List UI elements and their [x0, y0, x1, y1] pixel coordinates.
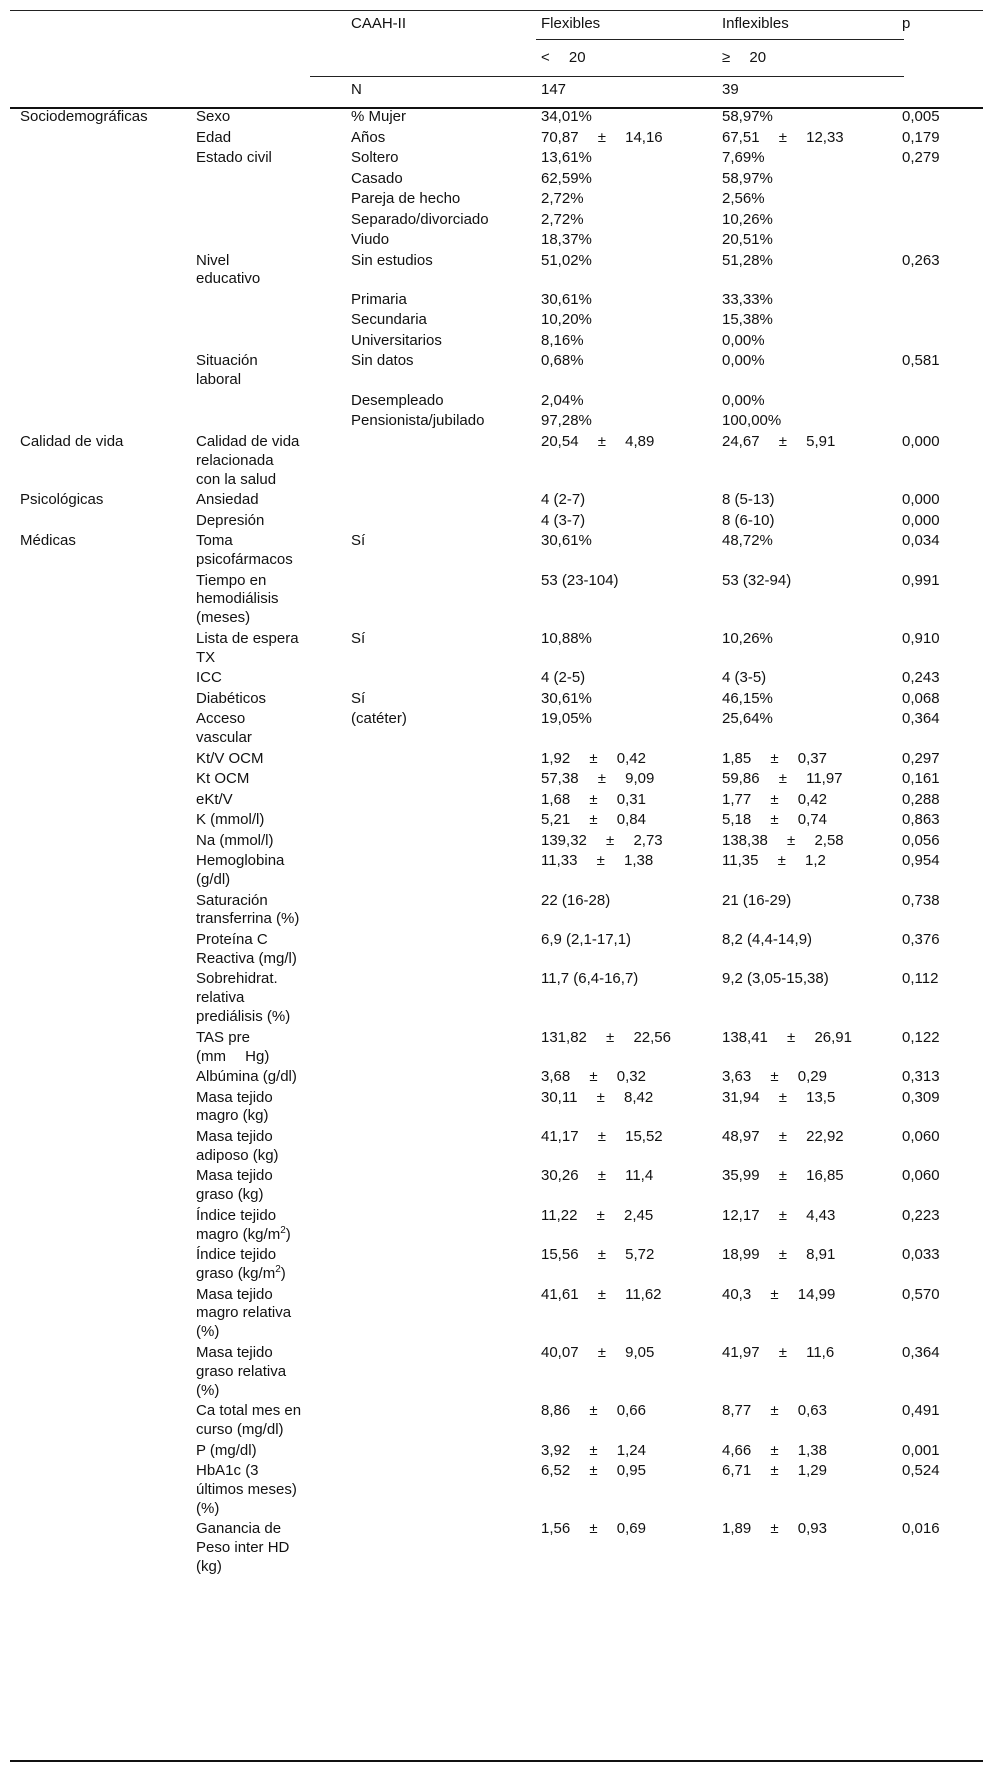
variable-cell: HbA1c (3 últimos meses) (%)	[196, 1462, 297, 1517]
inflexibles-cell: 15,38%	[722, 311, 773, 329]
variable-cell: Masa tejido magro relativa (%)	[196, 1285, 292, 1341]
p-value-cell: 0,001	[902, 1441, 940, 1459]
p-value-cell: 0,863	[902, 811, 940, 829]
flexibles-cell: 15,56 ± 5,72	[541, 1246, 655, 1264]
inflexibles-cell: 58,97%	[722, 169, 773, 187]
flexibles-cell: 20,54 ± 4,89	[541, 432, 655, 450]
flexibles-cell: 41,61 ± 11,62	[541, 1285, 662, 1303]
p-value-cell: 0,570	[902, 1285, 940, 1303]
subcategory-cell: Universitarios	[351, 331, 442, 349]
variable-cell: Albúmina (g/dl)	[196, 1068, 297, 1085]
variable-cell: Masa tejido magro (kg)	[196, 1088, 273, 1125]
flexibles-cell: 11,7 (6,4-16,7)	[541, 970, 639, 988]
header-n-flexibles: 147	[541, 81, 567, 98]
subcategory-cell: Pareja de hecho	[351, 190, 461, 207]
variable-cell: Saturación transferrina (%)	[196, 891, 300, 928]
inflexibles-cell: 51,28%	[722, 251, 773, 269]
inflexibles-cell: 58,97%	[722, 108, 773, 125]
top-rule	[10, 10, 983, 11]
flexibles-cell: 41,17 ± 15,52	[541, 1127, 663, 1145]
variable-cell: Índice tejido magro $(kg/m^2)$	[196, 1206, 291, 1243]
variable-cell: Sobrehidrat. relativa prediálisis (%)	[196, 970, 291, 1026]
inflexibles-cell: 1,77 ± 0,42	[722, 790, 827, 808]
inflexibles-cell: 48,72%	[722, 532, 773, 550]
p-value-cell: 0,297	[902, 749, 940, 767]
inflexibles-cell: 24,67 ± 5,91	[722, 432, 836, 450]
variable-cell: Kt OCM	[196, 770, 250, 788]
p-value-cell: 0,524	[902, 1462, 940, 1479]
subcategory-cell: Secundaria	[351, 311, 427, 329]
inflexibles-cell: 31,94 ± 13,5	[722, 1088, 836, 1106]
flexibles-cell: 3,68 ± 0,32	[541, 1068, 646, 1085]
header-bottom-rule	[10, 107, 983, 109]
inflexibles-cell: 2,56%	[722, 190, 765, 207]
inflexibles-cell: 10,26%	[722, 629, 773, 647]
p-value-cell: 0,376	[902, 930, 940, 948]
subcategory-cell: Casado	[351, 169, 403, 187]
inflexibles-cell: 46,15%	[722, 689, 773, 707]
variable-cell: Ganancia de Peso inter HD (kg)	[196, 1520, 290, 1576]
flexibles-cell: 30,61%	[541, 689, 592, 707]
variable-cell: Índice tejido graso $(kg/m^2)$	[196, 1246, 286, 1282]
p-value-cell: 0,313	[902, 1068, 940, 1085]
flexibles-cell: 4 (2-7)	[541, 491, 586, 509]
flexibles-cell: 3,92 ± 1,24	[541, 1441, 646, 1459]
data-table	[10, 10, 983, 1762]
p-value-cell: 0,223	[902, 1206, 940, 1224]
flexibles-cell: 57,38 ± 9,09	[541, 770, 655, 788]
inflexibles-cell: 7,69%	[722, 149, 765, 166]
variable-cell: Kt/V OCM	[196, 749, 264, 767]
variable-cell: Estado civil	[196, 149, 272, 166]
flexibles-cell: 10,20%	[541, 311, 592, 329]
p-value-cell: 0,288	[902, 790, 940, 808]
flexibles-cell: 2,72%	[541, 190, 584, 207]
inflexibles-cell: 11,35 ± 1,2	[722, 852, 826, 870]
variable-cell: Lista de espera TX	[196, 629, 299, 666]
inflexibles-cell: 41,97 ± 11,6	[722, 1343, 835, 1361]
flexibles-cell: 8,86 ± 0,66	[541, 1402, 646, 1420]
inflexibles-cell: 0,00%	[722, 352, 765, 370]
inflexibles-cell: 1,85 ± 0,37	[722, 749, 827, 767]
inflexibles-cell: 25,64%	[722, 710, 773, 728]
flexibles-cell: 30,11 ± 8,42	[541, 1088, 654, 1106]
p-value-cell: 0,309	[902, 1088, 940, 1106]
flexibles-cell: 131,82 ± 22,56	[541, 1028, 671, 1046]
p-value-cell: 0,000	[902, 491, 940, 509]
p-value-cell: 0,060	[902, 1127, 940, 1145]
variable-cell: eKt/V	[196, 790, 233, 808]
p-value-cell: 0,243	[902, 669, 940, 687]
p-value-cell: 0,581	[902, 352, 940, 370]
subcategory-cell: Soltero	[351, 149, 399, 166]
flexibles-cell: 62,59%	[541, 169, 592, 187]
header-flexibles: Flexibles	[541, 15, 601, 32]
flexibles-cell: 51,02%	[541, 251, 592, 269]
flexibles-cell: 13,61%	[541, 149, 592, 166]
flexibles-cell: 70,87 ± 14,16	[541, 128, 663, 146]
category-cell: Sociodemográficas	[20, 108, 148, 125]
p-value-cell: 0,034	[902, 532, 940, 550]
variable-cell: TAS pre (mm Hg)	[196, 1028, 270, 1065]
category-cell: Médicas	[20, 532, 76, 550]
inflexibles-cell: 1,89 ± 0,93	[722, 1520, 827, 1538]
inflexibles-cell: 8 (5-13)	[722, 491, 775, 509]
inflexibles-cell: 40,3 ± 14,99	[722, 1285, 836, 1303]
flexibles-cell: 30,26 ± 11,4	[541, 1167, 654, 1185]
p-value-cell: 0,112	[902, 970, 939, 988]
variable-cell: Ca total mes en curso (mg/dl)	[196, 1402, 302, 1438]
variable-cell: Masa tejido graso relativa (%)	[196, 1343, 287, 1399]
inflexibles-cell: 8,77 ± 0,63	[722, 1402, 827, 1420]
variable-cell: Acceso vascular	[196, 710, 252, 747]
p-value-cell: 0,005	[902, 108, 940, 125]
subcategory-cell: Sí	[351, 532, 366, 550]
flexibles-cell: 0,68%	[541, 352, 584, 370]
inflexibles-cell: 20,51%	[722, 231, 773, 248]
flexibles-cell: 4 (2-5)	[541, 669, 586, 687]
flexibles-cell: 34,01%	[541, 108, 592, 125]
p-value-cell: 0,122	[902, 1028, 940, 1046]
flexibles-cell: 6,52 ± 0,95	[541, 1462, 646, 1479]
subcategory-cell: Pensionista/jubilado	[351, 412, 485, 430]
header-flex-threshold: < 20	[541, 49, 586, 66]
flexibles-cell: 139,32 ± 2,73	[541, 831, 663, 849]
group-rule	[536, 39, 904, 40]
variable-cell: Depresión	[196, 511, 265, 529]
inflexibles-cell: 6,71 ± 1,29	[722, 1462, 827, 1479]
flexibles-cell: 1,56 ± 0,69	[541, 1520, 646, 1538]
variable-cell: Toma psicofármacos	[196, 532, 293, 568]
header-inflexibles: Inflexibles	[722, 15, 789, 32]
flexibles-cell: 8,16%	[541, 331, 584, 349]
p-value-cell: 0,056	[902, 831, 940, 849]
variable-cell: Situación laboral	[196, 352, 258, 389]
variable-cell: Ansiedad	[196, 491, 259, 509]
subcategory-cell: Desempleado	[351, 391, 444, 409]
header-p: p	[902, 15, 911, 32]
flexibles-cell: 10,88%	[541, 629, 592, 647]
flexibles-cell: 97,28%	[541, 412, 592, 430]
flexibles-cell: 40,07 ± 9,05	[541, 1343, 655, 1361]
variable-cell: Diabéticos	[196, 689, 267, 707]
p-value-cell: 0,000	[902, 432, 940, 450]
flexibles-cell: 1,68 ± 0,31	[541, 790, 646, 808]
variable-cell: Edad	[196, 128, 232, 146]
variable-cell: Calidad de vida relacionada con la salud	[196, 432, 300, 488]
flexibles-cell: 2,72%	[541, 210, 584, 228]
inflexibles-cell: 4 (3-5)	[722, 669, 767, 687]
p-value-cell: 0,161	[902, 770, 940, 788]
variable-cell: Hemoglobina (g/dl)	[196, 852, 285, 888]
inflexibles-cell: 21 (16-29)	[722, 891, 792, 909]
header-n-inflexibles: 39	[722, 81, 739, 98]
inflexibles-cell: 59,86 ± 11,97	[722, 770, 843, 788]
flexibles-cell: 11,33 ± 1,38	[541, 852, 654, 870]
variable-cell: Masa tejido graso (kg)	[196, 1167, 273, 1204]
p-value-cell: 0,179	[902, 128, 940, 146]
flexibles-cell: 18,37%	[541, 231, 592, 248]
flexibles-cell: 1,92 ± 0,42	[541, 749, 646, 767]
subcategory-cell: (catéter)	[351, 710, 407, 728]
variable-cell: Nivel educativo	[196, 251, 261, 288]
inflexibles-cell: 8 (6-10)	[722, 511, 775, 529]
flexibles-cell: 30,61%	[541, 290, 592, 308]
subcategory-cell: Separado/divorciado	[351, 210, 489, 228]
variable-cell: Na (mmol/l)	[196, 831, 274, 849]
subcategory-cell: Viudo	[351, 231, 390, 248]
p-value-cell: 0,000	[902, 511, 940, 529]
subcategory-cell: Sí	[351, 629, 366, 647]
variable-cell: P (mg/dl)	[196, 1441, 257, 1459]
inflexibles-cell: 53 (32-94)	[722, 571, 792, 589]
subcategory-cell: % Mujer	[351, 108, 407, 125]
inflexibles-cell: 10,26%	[722, 210, 773, 228]
inflexibles-cell: 12,17 ± 4,43	[722, 1206, 836, 1224]
subcategory-cell: Sin datos	[351, 352, 414, 370]
p-value-cell: 0,910	[902, 629, 940, 647]
flexibles-cell: 2,04%	[541, 391, 584, 409]
inflexibles-cell: 18,99 ± 8,91	[722, 1246, 836, 1264]
flexibles-cell: 4 (3-7)	[541, 511, 586, 529]
p-value-cell: 0,364	[902, 1343, 940, 1361]
inflexibles-cell: 35,99 ± 16,85	[722, 1167, 844, 1185]
p-value-cell: 0,068	[902, 689, 940, 707]
variable-cell: K (mmol/l)	[196, 811, 265, 829]
inflexibles-cell: 138,41 ± 26,91	[722, 1028, 852, 1046]
p-value-cell: 0,033	[902, 1246, 940, 1264]
flexibles-cell: 5,21 ± 0,84	[541, 811, 646, 829]
flexibles-cell: 22 (16-28)	[541, 891, 611, 909]
inflexibles-cell: 67,51 ± 12,33	[722, 128, 844, 146]
header-caah: CAAH-II	[351, 15, 407, 32]
inflexibles-cell: 33,33%	[722, 290, 773, 308]
p-value-cell: 0,279	[902, 149, 940, 166]
inflexibles-cell: 8,2 (4,4-14,9)	[722, 930, 813, 948]
inflexibles-cell: 9,2 (3,05-15,38)	[722, 970, 829, 988]
bottom-rule	[10, 1760, 983, 1762]
p-value-cell: 0,364	[902, 710, 940, 728]
subcategory-cell: Años	[351, 128, 386, 146]
category-cell: Calidad de vida	[20, 432, 124, 450]
inflexibles-cell: 3,63 ± 0,29	[722, 1068, 827, 1085]
inflexibles-cell: 48,97 ± 22,92	[722, 1127, 844, 1145]
p-value-cell: 0,060	[902, 1167, 940, 1185]
inflexibles-cell: 4,66 ± 1,38	[722, 1441, 827, 1459]
category-cell: Psicológicas	[20, 491, 104, 509]
variable-cell: Proteína C Reactiva (mg/l)	[196, 930, 297, 967]
inflexibles-cell: 100,00%	[722, 412, 782, 430]
p-value-cell: 0,491	[902, 1402, 940, 1420]
flexibles-cell: 6,9 (2,1-17,1)	[541, 930, 632, 948]
variable-cell: Masa tejido adiposo (kg)	[196, 1127, 279, 1164]
inflexibles-cell: 5,18 ± 0,74	[722, 811, 827, 829]
p-value-cell: 0,991	[902, 571, 940, 589]
p-value-cell: 0,263	[902, 251, 940, 269]
header-inflex-threshold: ≥ 20	[722, 49, 767, 66]
variable-cell: Sexo	[196, 108, 231, 125]
inflexibles-cell: 0,00%	[722, 391, 765, 409]
p-value-cell: 0,738	[902, 891, 940, 909]
subcategory-cell: Sin estudios	[351, 251, 433, 269]
variable-cell: Tiempo en hemodiálisis (meses)	[196, 571, 279, 627]
p-value-cell: 0,954	[902, 852, 940, 870]
flexibles-cell: 11,22 ± 2,45	[541, 1206, 654, 1224]
flexibles-cell: 19,05%	[541, 710, 592, 728]
inflexibles-cell: 138,38 ± 2,58	[722, 831, 844, 849]
subcategory-cell: Primaria	[351, 290, 407, 308]
p-value-cell: 0,016	[902, 1520, 940, 1538]
variable-cell: ICC	[196, 669, 222, 687]
inflexibles-cell: 0,00%	[722, 331, 765, 349]
threshold-rule	[310, 76, 904, 77]
header-n-label: N	[351, 81, 362, 98]
flexibles-cell: 53 (23-104)	[541, 571, 619, 589]
subcategory-cell: Sí	[351, 689, 366, 707]
flexibles-cell: 30,61%	[541, 532, 592, 550]
